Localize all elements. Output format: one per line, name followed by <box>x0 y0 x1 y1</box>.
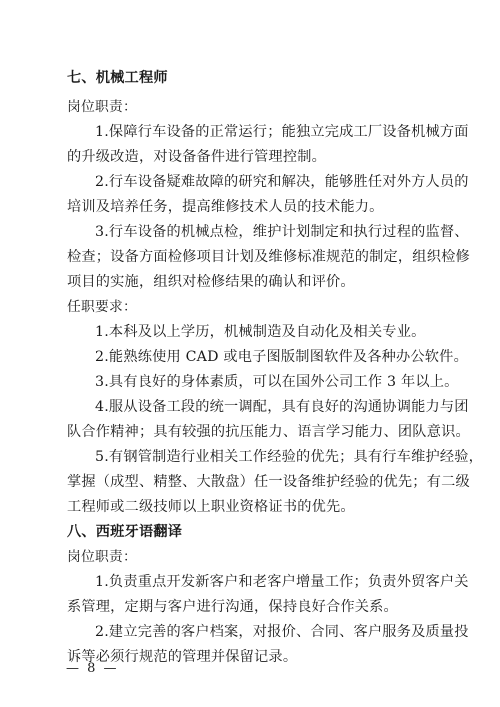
duty-7-2-line-2: 培训及培养任务，提高维修技术人员的技术能力。 <box>67 199 384 215</box>
duty-8-2-line-1: 2.建立完善的客户档案，对报价、合同、客户服务及质量投 <box>95 624 469 640</box>
req-7-1-line-1: 1.本科及以上学历，机械制造及自动化及相关专业。 <box>95 324 426 340</box>
req-7-3-line-1: 3.具有良好的身体素质，可以在国外公司工作 3 年以上。 <box>95 374 459 390</box>
req-7-5-line-2: 掌握（成型、精整、大散盘）任一设备维护经验的优先；有二级 <box>67 474 470 490</box>
section-8-duties-label: 岗位职责： <box>67 549 137 565</box>
duty-7-3-line-1: 3.行车设备的机械点检，维护计划制定和执行过程的监督、 <box>95 224 469 240</box>
page-number: — 8 — <box>66 661 119 676</box>
duty-7-1-line-2: 的升级改造，对设备备件进行管理控制。 <box>67 149 326 165</box>
section-7-title: 七、机械工程师 <box>67 70 168 86</box>
duty-7-1-line-1: 1.保障行车设备的正常运行；能独立完成工厂设备机械方面 <box>95 124 469 140</box>
req-7-4-line-1: 4.服从设备工段的统一调配，具有良好的沟通协调能力与团 <box>95 399 469 415</box>
section-7-requirements-label: 任职要求： <box>67 299 137 315</box>
req-7-4-line-2: 队合作精神；具有较强的抗压能力、语言学习能力、团队意识。 <box>67 424 470 440</box>
duty-7-2-line-1: 2.行车设备疑难故障的研究和解决，能够胜任对外方人员的 <box>95 174 469 190</box>
section-8-title: 八、西班牙语翻译 <box>67 524 183 540</box>
section-7-duties-label: 岗位职责： <box>67 99 137 115</box>
req-7-5-line-1: 5.有钢管制造行业相关工作经验的优先；具有行车维护经验， <box>95 449 484 465</box>
req-7-2-line-1: 2.能熟练使用 CAD 或电子图版制图软件及各种办公软件。 <box>95 349 468 365</box>
duty-7-3-line-2: 检查；设备方面检修项目计划及维修标准规范的制定，组织检修 <box>67 249 470 265</box>
duty-7-3-line-3: 项目的实施，组织对检修结果的确认和评价。 <box>67 274 355 290</box>
req-7-5-line-3: 工程师或二级技师以上职业资格证书的优先。 <box>67 499 355 515</box>
duty-8-2-line-2: 诉等必须行规范的管理并保留记录。 <box>67 649 298 665</box>
duty-8-1-line-2: 系管理，定期与客户进行沟通，保持良好合作关系。 <box>67 599 398 615</box>
duty-8-1-line-1: 1.负责重点开发新客户和老客户增量工作；负责外贸客户关 <box>95 574 469 590</box>
